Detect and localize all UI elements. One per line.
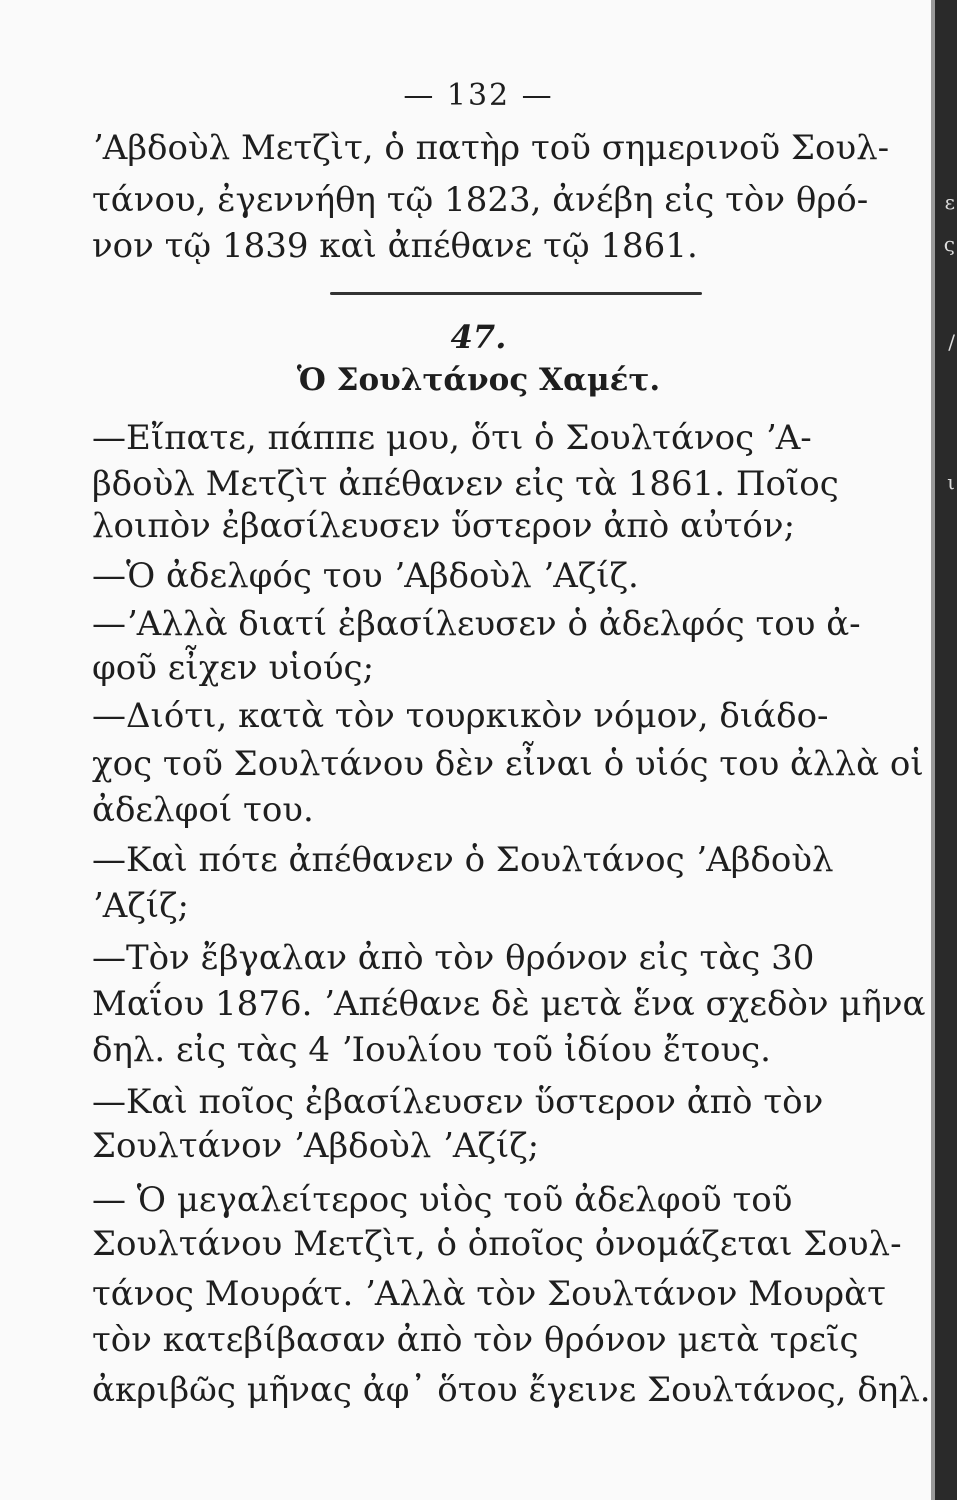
- text-line: τάνου, ἐγεννήθη τῷ 1823, ἀνέβη εἰς τὸν θρό-: [92, 180, 869, 220]
- text-line: ἀδελφοί του.: [92, 790, 314, 830]
- text-line: τάνος Μουράτ. ʼΑλλὰ τὸν Σουλτάνον Μουρὰτ: [92, 1274, 886, 1314]
- text-line: Σουλτάνον ʼΑβδοὺλ ʼΑζίζ;: [92, 1126, 540, 1166]
- section-divider: [330, 292, 702, 295]
- text-line: — Ὁ μεγαλείτερος υἱὸς τοῦ ἀδελφοῦ τοῦ: [92, 1180, 793, 1220]
- text-line: δηλ. εἰς τὰς 4 ʼΙουλίου τοῦ ἰδίου ἔτους.: [92, 1030, 771, 1070]
- text-line: χος τοῦ Σουλτάνου δὲν εἶναι ὁ υἱός του ἀλλὰ οἱ: [92, 744, 924, 784]
- text-line: Σουλτάνου Μετζὶτ, ὁ ὁποῖος ὀνομάζεται Σουλ-: [92, 1224, 902, 1264]
- text-line: —Καὶ ποῖος ἐβασίλευσεν ὕστερον ἀπὸ τὸν: [92, 1082, 824, 1122]
- chapter-number: 47.: [450, 318, 507, 356]
- edge-bleed-text: /: [948, 330, 955, 354]
- text-line: —Καὶ πότε ἀπέθανεν ὁ Σουλτάνος ʼΑβδοὺλ: [92, 840, 834, 880]
- edge-bleed-text: ε: [944, 190, 955, 214]
- text-line: —Ὁ ἀδελφός του ʼΑβδοὺλ ʼΑζίζ.: [92, 556, 639, 596]
- text-line: ʼΑβδοὺλ Μετζὶτ, ὁ πατὴρ τοῦ σημερινοῦ Σουλ-: [92, 128, 890, 168]
- next-page-edge: [935, 0, 957, 1500]
- text-line: βδοὺλ Μετζὶτ ἀπέθανεν εἰς τὰ 1861. Ποῖος: [92, 464, 839, 504]
- edge-bleed-text: ς: [943, 232, 955, 256]
- text-line: τὸν κατεβίβασαν ἀπὸ τὸν θρόνον μετὰ τρεῖς: [92, 1320, 859, 1360]
- edge-bleed-text: ι: [947, 470, 955, 494]
- text-line: φοῦ εἶχεν υἱούς;: [92, 648, 375, 688]
- text-line: —Τὸν ἔβγαλαν ἀπὸ τὸν θρόνον εἰς τὰς 30: [92, 938, 815, 978]
- text-line: ʼΑζίζ;: [92, 886, 190, 926]
- page-number: — 132 —: [403, 78, 554, 113]
- text-line: —ʼΑλλὰ διατί ἐβασίλευσεν ὁ ἀδελφός του ἀ-: [92, 604, 861, 644]
- text-line: ἀκριβῶς μῆνας ἀφ᾿ ὅτου ἔγεινε Σουλτάνος, δηλ.: [92, 1370, 931, 1410]
- text-line: Μαΐου 1876. ʼΑπέθανε δὲ μετὰ ἕνα σχεδὸν μῆνα: [92, 984, 926, 1024]
- chapter-title: Ὁ Σουλτάνος Χαμέτ.: [296, 362, 661, 398]
- text-line: λοιπὸν ἐβασίλευσεν ὕστερον ἀπὸ αὐτόν;: [92, 506, 796, 546]
- text-line: νον τῷ 1839 καὶ ἀπέθανε τῷ 1861.: [92, 226, 698, 266]
- text-line: —Διότι, κατὰ τὸν τουρκικὸν νόμον, διάδο-: [92, 696, 829, 736]
- text-line: —Εἴπατε, πάππε μου, ὅτι ὁ Σουλτάνος ʼΑ-: [92, 418, 812, 458]
